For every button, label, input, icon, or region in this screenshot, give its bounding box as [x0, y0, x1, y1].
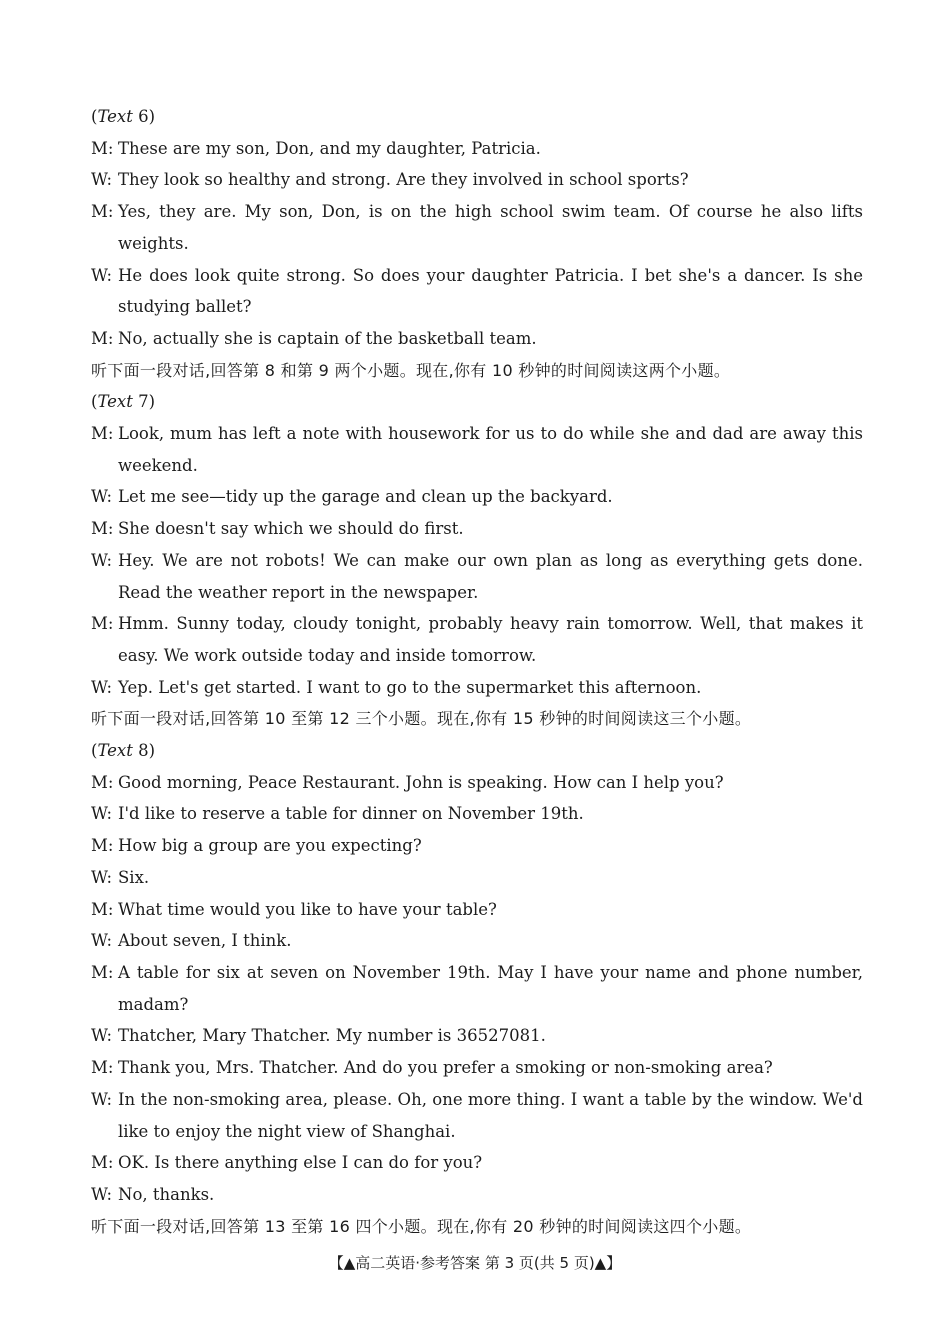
- transcript-body: [91, 101, 863, 1242]
- text-section-label: [91, 386, 863, 418]
- dialogue-text: In the non-smoking area, please. Oh, one more thing. I want a table by the window. We'd like to enjoy the night view of Shanghai.: [118, 1089, 863, 1141]
- dialogue-line: [91, 957, 863, 1020]
- dialogue-text: These are my son, Don, and my daughter, Patricia.: [118, 138, 541, 158]
- speaker-tag: M:: [91, 202, 114, 222]
- speaker-tag: M:: [91, 899, 114, 919]
- dialogue-line: [91, 481, 863, 513]
- label-word: Text: [97, 741, 133, 761]
- dialogue-line: [91, 1052, 863, 1084]
- label-number: 8): [132, 741, 156, 761]
- speaker-tag: M:: [91, 962, 114, 982]
- label-word: Text: [97, 392, 133, 412]
- dialogue-line: [91, 545, 863, 608]
- dialogue-line: [91, 1084, 863, 1147]
- dialogue-line: [91, 260, 863, 323]
- speaker-tag: W:: [91, 487, 113, 507]
- label-paren: (: [91, 392, 98, 412]
- dialogue-text: No, thanks.: [118, 1184, 215, 1204]
- speaker-tag: M:: [91, 424, 114, 444]
- dialogue-text: I'd like to reserve a table for dinner on November 19th.: [118, 804, 584, 824]
- dialogue-line: [91, 418, 863, 481]
- dialogue-text: Six.: [118, 867, 150, 887]
- dialogue-text: OK. Is there anything else I can do for you?: [118, 1153, 483, 1173]
- dialogue-line: [91, 164, 863, 196]
- speaker-tag: M:: [91, 328, 114, 348]
- speaker-tag: M:: [91, 1153, 114, 1173]
- text-section-label: [91, 101, 863, 133]
- speaker-tag: M:: [91, 138, 114, 158]
- speaker-tag: W:: [91, 804, 113, 824]
- dialogue-line: [91, 1147, 863, 1179]
- text-section-label: [91, 735, 863, 767]
- dialogue-line: [91, 830, 863, 862]
- speaker-tag: W:: [91, 265, 113, 285]
- speaker-tag: W:: [91, 931, 113, 951]
- instruction-line: 听下面一段对话,回答第 13 至第 16 四个小题。现在,你有 20 秒钟的时间阅读这四个小题。: [91, 1216, 752, 1236]
- dialogue-line: [91, 608, 863, 671]
- label-word: Text: [97, 107, 133, 126]
- speaker-tag: W:: [91, 1184, 113, 1204]
- dialogue-text: Thank you, Mrs. Thatcher. And do you prefer a smoking or non-smoking area?: [118, 1058, 773, 1078]
- speaker-tag: W:: [91, 1026, 113, 1046]
- dialogue-text: She doesn't say which we should do first.: [118, 519, 464, 539]
- dialogue-text: Let me see—tidy up the garage and clean up the backyard.: [118, 487, 613, 507]
- speaker-tag: M:: [91, 519, 114, 539]
- dialogue-text: A table for six at seven on November 19th. May I have your name and phone number, madam?: [118, 962, 863, 1014]
- instruction-line: 听下面一段对话,回答第 10 至第 12 三个小题。现在,你有 15 秒钟的时间阅读这三个小题。: [91, 709, 752, 729]
- dialogue-line: [91, 862, 863, 894]
- speaker-tag: M:: [91, 614, 114, 634]
- speaker-tag: W:: [91, 677, 113, 697]
- dialogue-line: [91, 1179, 863, 1211]
- dialogue-line: [91, 513, 863, 545]
- dialogue-text: Good morning, Peace Restaurant. John is speaking. How can I help you?: [118, 772, 724, 792]
- label-paren: (: [91, 741, 98, 761]
- speaker-tag: W:: [91, 867, 113, 887]
- speaker-tag: W:: [91, 170, 113, 190]
- dialogue-line: [91, 196, 863, 259]
- speaker-tag: M:: [91, 1058, 114, 1078]
- dialogue-line: [91, 133, 863, 165]
- dialogue-line: [91, 798, 863, 830]
- dialogue-text: What time would you like to have your table?: [118, 899, 497, 919]
- dialogue-line: [91, 672, 863, 704]
- speaker-tag: M:: [91, 836, 114, 856]
- instruction-line: 听下面一段对话,回答第 8 和第 9 两个小题。现在,你有 10 秒钟的时间阅读这两个小题。: [91, 360, 731, 380]
- label-paren: (: [91, 107, 98, 126]
- label-number: 7): [132, 392, 156, 412]
- dialogue-text: Hey. We are not robots! We can make our own plan as long as everything gets done. Read the weather report in the newspaper.: [118, 550, 863, 602]
- dialogue-text: He does look quite strong. So does your daughter Patricia. I bet she's a dancer. Is she studying ballet?: [118, 265, 863, 317]
- page-footer: 【▲高二英语·参考答案 第 3 页(共 5 页)▲】: [328, 1254, 622, 1272]
- label-number: 6): [132, 107, 156, 126]
- dialogue-text: Yep. Let's get started. I want to go to the supermarket this afternoon.: [118, 677, 702, 697]
- dialogue-text: No, actually she is captain of the basketball team.: [118, 328, 537, 348]
- dialogue-text: How big a group are you expecting?: [118, 836, 422, 856]
- speaker-tag: W:: [91, 550, 113, 570]
- dialogue-text: Hmm. Sunny today, cloudy tonight, probably heavy rain tomorrow. Well, that makes it easy. We work outside today and inside tomorrow.: [118, 614, 863, 665]
- speaker-tag: M:: [91, 772, 114, 792]
- dialogue-text: Look, mum has left a note with housework for us to do while she and dad are away this weekend.: [118, 424, 863, 475]
- dialogue-text: Yes, they are. My son, Don, is on the high school swim team. Of course he also lifts weights.: [118, 202, 863, 253]
- dialogue-line: [91, 323, 863, 355]
- dialogue-text: Thatcher, Mary Thatcher. My number is 36527081.: [118, 1026, 546, 1046]
- dialogue-text: About seven, I think.: [118, 931, 292, 951]
- dialogue-line: [91, 1020, 863, 1052]
- dialogue-line: [91, 894, 863, 926]
- dialogue-line: [91, 767, 863, 799]
- speaker-tag: W:: [91, 1089, 113, 1109]
- dialogue-line: [91, 925, 863, 957]
- dialogue-text: They look so healthy and strong. Are they involved in school sports?: [118, 170, 689, 190]
